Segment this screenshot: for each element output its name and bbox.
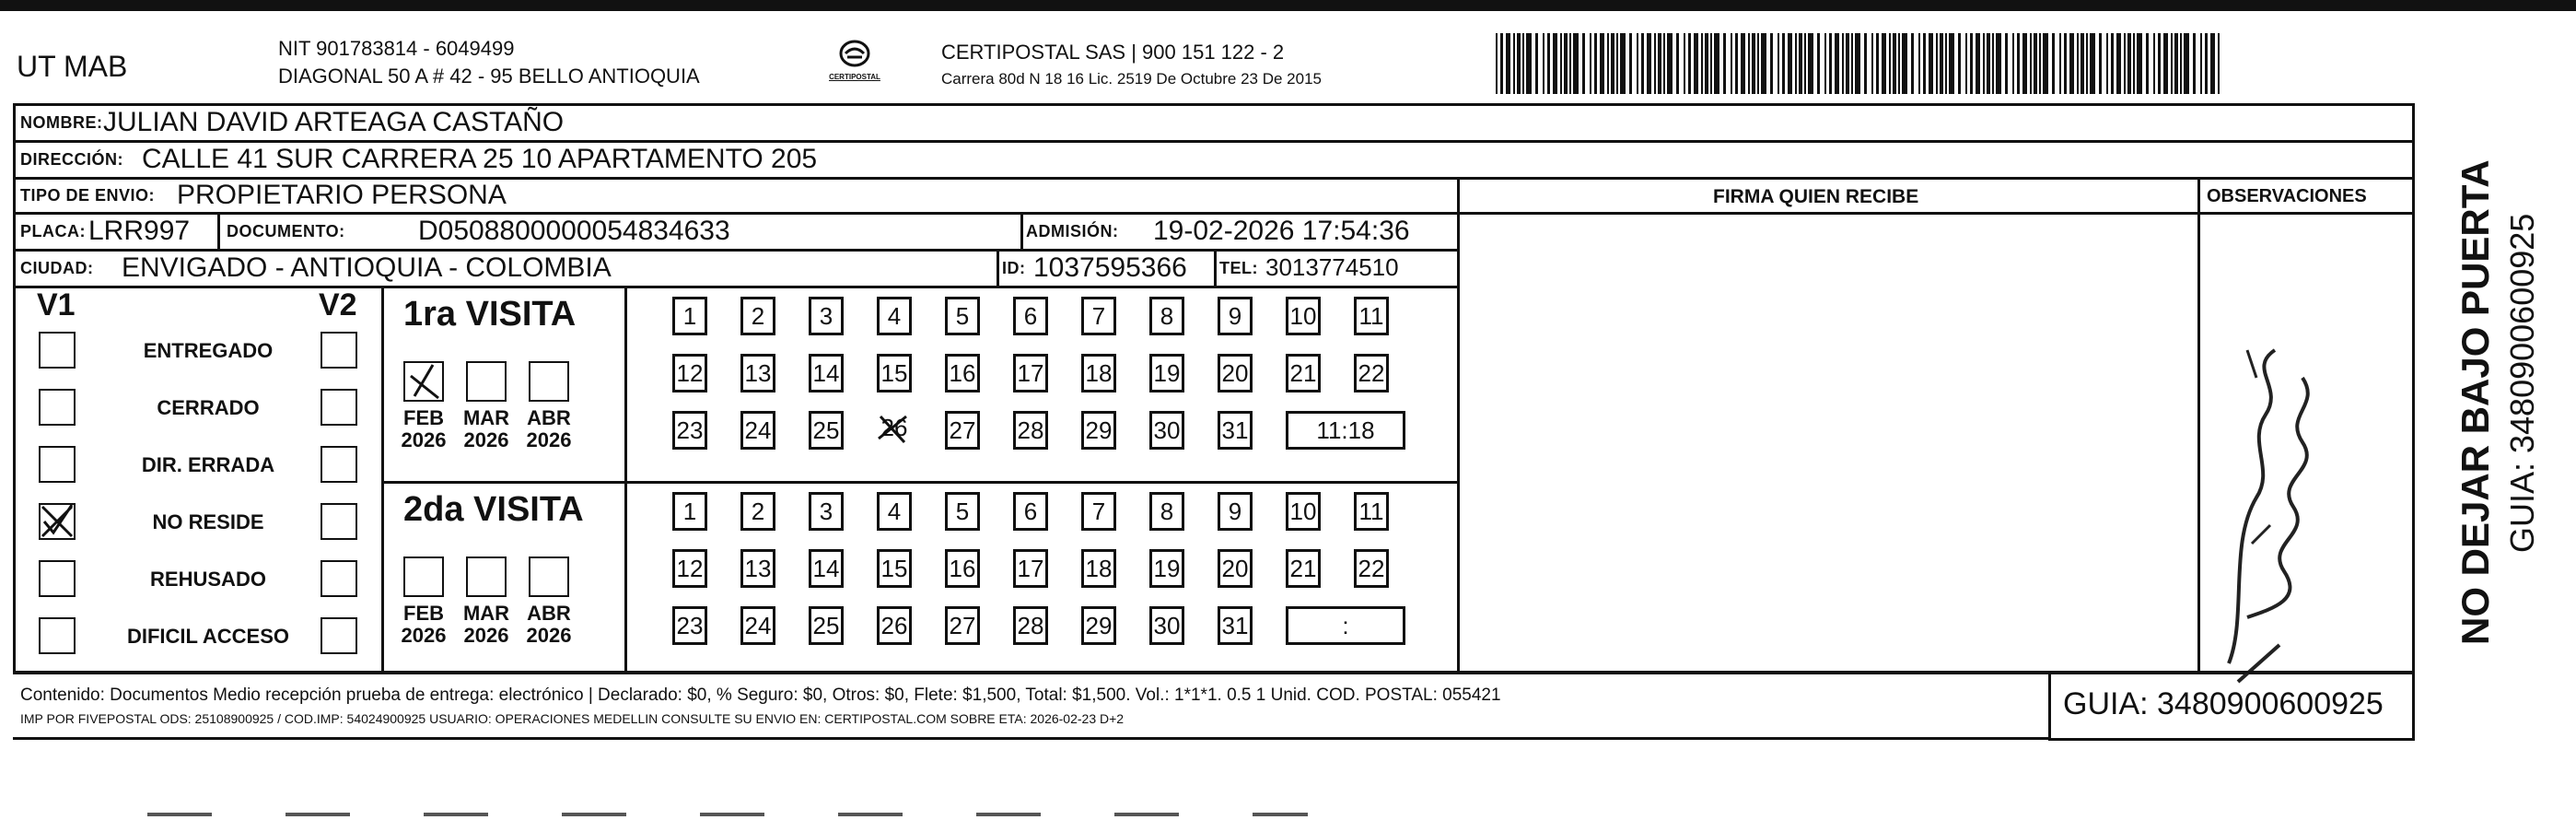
second-visit-title: 2da VISITA [403,490,584,529]
month-year: 2026 [463,624,509,647]
status-label: NO RESIDE [152,510,264,533]
status-label: REHUSADO [150,568,266,591]
certipostal-logo [818,39,892,94]
day-box[interactable]: 26 [877,606,912,645]
day-box[interactable]: 21 [1286,549,1321,588]
day-box[interactable]: 19 [1149,549,1184,588]
day-box[interactable]: 27 [945,606,980,645]
month-year: 2026 [526,428,572,451]
v2-checkbox[interactable] [321,446,357,483]
day-box[interactable]: 11 [1354,297,1389,335]
day-box[interactable]: 9 [1218,297,1253,335]
day-box[interactable]: 22 [1354,549,1389,588]
day-box[interactable]: 13 [740,354,775,392]
day-box[interactable]: 16 [945,354,980,392]
day-box[interactable]: 8 [1149,492,1184,531]
divider [997,249,999,287]
company-address: DIAGONAL 50 A # 42 - 95 BELLO ANTIOQUIA [278,64,700,88]
day-box[interactable]: 17 [1013,354,1048,392]
v1-checkbox[interactable] [39,332,76,369]
day-box[interactable]: 30 [1149,606,1184,645]
nombre-label: NOMBRE: [20,113,103,132]
documento-label: DOCUMENTO: [227,222,345,240]
day-box[interactable]: 30 [1149,411,1184,450]
documento-value: D0508800000054834633 [418,216,730,246]
divider [217,212,220,251]
carrier-license: Carrera 80d N 18 16 Lic. 2519 De Octubre 23 De 2015 [941,70,1322,88]
v1-checkbox[interactable] [39,389,76,426]
month-checkbox[interactable] [403,361,444,402]
day-box[interactable]: 31 [1218,411,1253,450]
v2-checkbox[interactable] [321,332,357,369]
v2-checkbox[interactable] [321,560,357,597]
day-box[interactable]: 3 [809,492,844,531]
day-box[interactable]: 7 [1081,297,1116,335]
admision-label: ADMISIÓN: [1026,222,1119,240]
day-box[interactable]: 16 [945,549,980,588]
first-visit-title: 1ra VISITA [403,295,577,334]
day-box[interactable]: 18 [1081,354,1116,392]
month-name: ABR [527,602,571,625]
month-label [521,407,577,451]
day-box[interactable]: 15 [877,549,912,588]
v2-label: V2 [319,287,357,322]
observaciones-header: OBSERVACIONES [2207,186,2367,206]
time-box[interactable]: 11:18 [1286,411,1405,450]
guia-footer: GUIA: 3480900600925 [2063,686,2384,721]
top-border [0,0,2576,11]
month-name: MAR [462,406,510,429]
month-name: ABR [527,406,571,429]
tel-label: TEL: [1219,259,1258,277]
month-checkbox[interactable] [403,556,444,597]
divider [381,481,1459,484]
day-box[interactable]: 21 [1286,354,1321,392]
day-number: 26 [880,414,908,441]
month-year: 2026 [463,428,509,451]
company-name: UT MAB [17,50,128,83]
day-box[interactable]: 20 [1218,549,1253,588]
day-box[interactable]: 24 [740,411,775,450]
month-label [396,603,451,647]
day-box[interactable]: 1 [672,297,707,335]
day-box[interactable]: 1 [672,492,707,531]
id-label: ID: [1002,259,1026,277]
placa-value: LRR997 [88,216,191,246]
month-label [459,407,514,451]
ciudad-value: ENVIGADO - ANTIOQUIA - COLOMBIA [122,252,612,283]
day-box[interactable]: 10 [1286,297,1321,335]
nombre-value: JULIAN DAVID ARTEAGA CASTAÑO [103,107,565,137]
direccion-label: DIRECCIÓN: [20,150,123,169]
day-box[interactable]: 29 [1081,606,1116,645]
day-box[interactable]: 4 [877,492,912,531]
day-box[interactable]: 5 [945,297,980,335]
divider [1214,249,1217,287]
day-box[interactable]: 22 [1354,354,1389,392]
time-box[interactable]: : [1286,606,1405,645]
month-name: FEB [403,602,444,625]
day-box[interactable]: 24 [740,606,775,645]
id-value: 1037595366 [1033,252,1187,283]
firma-header: FIRMA QUIEN RECIBE [1713,186,1919,207]
v1-checkbox[interactable] [39,560,76,597]
day-box[interactable]: 12 [672,549,707,588]
month-year: 2026 [401,428,447,451]
month-checkbox[interactable] [529,556,569,597]
divider [1457,212,2415,215]
month-year: 2026 [401,624,447,647]
day-box[interactable]: 19 [1149,354,1184,392]
divider [13,140,2415,143]
ciudad-label: CIUDAD: [20,259,94,277]
direccion-value: CALLE 41 SUR CARRERA 25 10 APARTAMENTO 205 [142,144,818,174]
divider [1457,180,1460,674]
divider [381,286,384,671]
nit: NIT 901783814 - 6049499 [278,37,515,60]
carrier-info: CERTIPOSTAL SAS | 900 151 122 - 2 [941,41,1285,64]
signature [2192,313,2358,700]
day-box[interactable]: 13 [740,549,775,588]
placa-label: PLACA: [20,222,86,240]
divider [13,737,2050,740]
day-box[interactable]: 11 [1354,492,1389,531]
month-name: FEB [403,406,444,429]
month-checkbox[interactable] [529,361,569,402]
divider [13,249,1459,252]
month-label [521,603,577,647]
divider [13,286,1459,288]
day-box[interactable]: 18 [1081,549,1116,588]
side-warning: NO DEJAR BAJO PUERTA [2454,159,2497,645]
month-name: MAR [462,602,510,625]
day-box[interactable]: 23 [672,606,707,645]
divider [1020,212,1023,251]
day-box[interactable]: 14 [809,549,844,588]
day-box[interactable]: 25 [809,411,844,450]
day-box[interactable] [877,411,912,450]
month-checkbox[interactable] [466,556,507,597]
month-checkbox[interactable] [466,361,507,402]
day-box[interactable]: 25 [809,606,844,645]
day-box[interactable]: 28 [1013,411,1048,450]
day-box[interactable]: 23 [672,411,707,450]
day-box[interactable]: 27 [945,411,980,450]
day-box[interactable]: 5 [945,492,980,531]
tipo-value: PROPIETARIO PERSONA [177,180,507,210]
status-label: CERRADO [157,396,260,419]
day-box[interactable]: 7 [1081,492,1116,531]
admision-value: 19-02-2026 17:54:36 [1153,216,1410,246]
day-box[interactable]: 12 [672,354,707,392]
status-label: ENTREGADO [143,339,274,362]
v1-checkbox[interactable] [39,503,76,540]
footer-printing: IMP POR FIVEPOSTAL ODS: 25108900925 / COD.IMP: 54024900925 USUARIO: OPERACIONES MEDELLIN CONSULTE SU ENVIO EN: CERTIPOSTAL.COM SOBRE ETA: 2026-02-23 D+2 [20,711,1125,726]
day-box[interactable]: 9 [1218,492,1253,531]
v2-checkbox[interactable] [321,617,357,654]
day-box[interactable]: 14 [809,354,844,392]
month-label [396,407,451,451]
logo-text: CERTIPOSTAL [829,73,880,81]
v2-checkbox[interactable] [321,503,357,540]
status-label: DIR. ERRADA [141,453,275,476]
day-box[interactable]: 2 [740,492,775,531]
v1-label: V1 [37,287,76,322]
day-box[interactable]: 31 [1218,606,1253,645]
month-label [459,603,514,647]
tel-value: 3013774510 [1265,253,1399,281]
tipo-label: TIPO DE ENVIO: [20,186,156,205]
day-box[interactable]: 15 [877,354,912,392]
barcode [1496,33,2223,94]
footer-content: Contenido: Documentos Medio recepción prueba de entrega: electrónico | Declarado: $0, % Seguro: $0, Otros: $0, Flete: $1,500, Total: $1,500. Vol.: 1*1*1. 0.5 1 Unid. COD. POSTAL: 055421 [20,685,1501,705]
day-box[interactable]: 28 [1013,606,1048,645]
v1-checkbox[interactable] [39,446,76,483]
month-year: 2026 [526,624,572,647]
cut-line [147,813,1308,816]
day-box[interactable]: 10 [1286,492,1321,531]
day-box[interactable]: 17 [1013,549,1048,588]
day-box[interactable]: 6 [1013,492,1048,531]
day-box[interactable]: 8 [1149,297,1184,335]
v1-checkbox[interactable] [39,617,76,654]
day-box[interactable]: 2 [740,297,775,335]
day-box[interactable]: 3 [809,297,844,335]
day-box[interactable]: 4 [877,297,912,335]
status-label: DIFICIL ACCESO [126,625,289,648]
v2-checkbox[interactable] [321,389,357,426]
divider [624,286,627,671]
day-box[interactable]: 20 [1218,354,1253,392]
side-guia: GUIA: 3480900600925 [2503,213,2541,553]
day-box[interactable]: 6 [1013,297,1048,335]
day-box[interactable]: 29 [1081,411,1116,450]
